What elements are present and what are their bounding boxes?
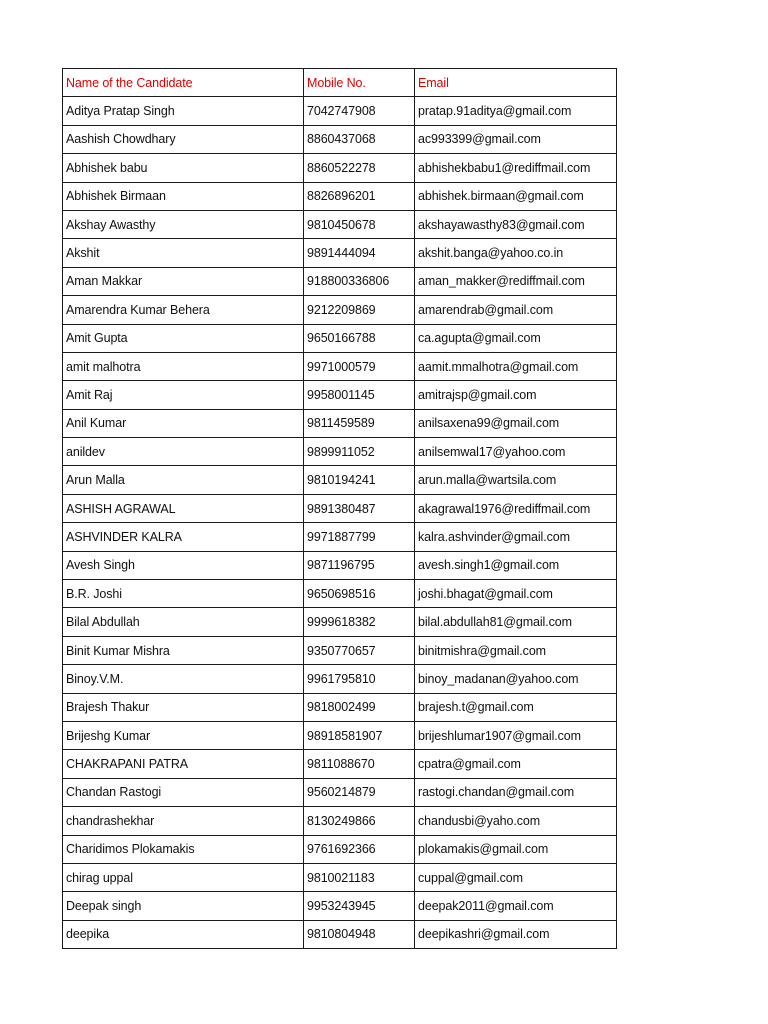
mobile-number-cell: 9891444094 bbox=[304, 239, 415, 267]
mobile-number-cell: 9810021183 bbox=[304, 863, 415, 891]
mobile-number-cell: 8860522278 bbox=[304, 154, 415, 182]
table-row bbox=[63, 863, 617, 891]
mobile-number-cell: 9811459589 bbox=[304, 409, 415, 437]
candidate-name-cell: chandrashekhar bbox=[63, 807, 304, 835]
table-row bbox=[63, 381, 617, 409]
table-row bbox=[63, 97, 617, 125]
table-row bbox=[63, 523, 617, 551]
table-row bbox=[63, 636, 617, 664]
candidate-name-cell: Amit Gupta bbox=[63, 324, 304, 352]
table-row bbox=[63, 466, 617, 494]
email-cell: abhishekbabu1@rediffmail.com bbox=[415, 154, 617, 182]
candidate-name-cell: ASHISH AGRAWAL bbox=[63, 494, 304, 522]
email-cell: binoy_madanan@yahoo.com bbox=[415, 665, 617, 693]
email-cell: avesh.singh1@gmail.com bbox=[415, 551, 617, 579]
mobile-number-cell: 9891380487 bbox=[304, 494, 415, 522]
mobile-number-cell: 918800336806 bbox=[304, 267, 415, 295]
email-cell: rastogi.chandan@gmail.com bbox=[415, 778, 617, 806]
email-cell: akshit.banga@yahoo.co.in bbox=[415, 239, 617, 267]
mobile-number-cell: 9212209869 bbox=[304, 296, 415, 324]
table-row bbox=[63, 324, 617, 352]
candidate-name-cell: anildev bbox=[63, 438, 304, 466]
mobile-number-cell: 9961795810 bbox=[304, 665, 415, 693]
email-cell: deepikashri@gmail.com bbox=[415, 920, 617, 948]
candidate-name-cell: Charidimos Plokamakis bbox=[63, 835, 304, 863]
mobile-number-cell: 9650166788 bbox=[304, 324, 415, 352]
candidate-sheet bbox=[62, 68, 616, 949]
mobile-number-cell: 8860437068 bbox=[304, 125, 415, 153]
candidate-name-cell: ASHVINDER KALRA bbox=[63, 523, 304, 551]
email-cell: ac993399@gmail.com bbox=[415, 125, 617, 153]
mobile-number-cell: 9953243945 bbox=[304, 892, 415, 920]
candidate-name-cell: Abhishek Birmaan bbox=[63, 182, 304, 210]
email-cell: cpatra@gmail.com bbox=[415, 750, 617, 778]
mobile-number-cell: 98918581907 bbox=[304, 721, 415, 749]
candidate-name-cell: Abhishek babu bbox=[63, 154, 304, 182]
email-cell: cuppal@gmail.com bbox=[415, 863, 617, 891]
mobile-number-cell: 8130249866 bbox=[304, 807, 415, 835]
table-row bbox=[63, 778, 617, 806]
mobile-number-cell: 9899911052 bbox=[304, 438, 415, 466]
candidate-name-cell: chirag uppal bbox=[63, 863, 304, 891]
mobile-number-cell: 9761692366 bbox=[304, 835, 415, 863]
mobile-number-cell: 9958001145 bbox=[304, 381, 415, 409]
header-name: Name of the Candidate bbox=[63, 69, 304, 97]
header-row bbox=[63, 69, 617, 97]
candidate-name-cell: B.R. Joshi bbox=[63, 580, 304, 608]
candidate-name-cell: Aditya Pratap Singh bbox=[63, 97, 304, 125]
table-row bbox=[63, 125, 617, 153]
email-cell: amitrajsp@gmail.com bbox=[415, 381, 617, 409]
email-cell: plokamakis@gmail.com bbox=[415, 835, 617, 863]
email-cell: ca.agupta@gmail.com bbox=[415, 324, 617, 352]
candidate-name-cell: Brijeshg Kumar bbox=[63, 721, 304, 749]
mobile-number-cell: 8826896201 bbox=[304, 182, 415, 210]
candidate-name-cell: Amit Raj bbox=[63, 381, 304, 409]
email-cell: kalra.ashvinder@gmail.com bbox=[415, 523, 617, 551]
email-cell: binitmishra@gmail.com bbox=[415, 636, 617, 664]
table-row bbox=[63, 920, 617, 948]
candidate-name-cell: Binit Kumar Mishra bbox=[63, 636, 304, 664]
mobile-number-cell: 9971000579 bbox=[304, 352, 415, 380]
email-cell: brijeshlumar1907@gmail.com bbox=[415, 721, 617, 749]
candidate-name-cell: Amarendra Kumar Behera bbox=[63, 296, 304, 324]
table-row bbox=[63, 352, 617, 380]
candidate-name-cell: Avesh Singh bbox=[63, 551, 304, 579]
candidate-name-cell: Aman Makkar bbox=[63, 267, 304, 295]
candidate-name-cell: Akshay Awasthy bbox=[63, 210, 304, 238]
table-row bbox=[63, 835, 617, 863]
email-cell: anilsaxena99@gmail.com bbox=[415, 409, 617, 437]
candidate-name-cell: Anil Kumar bbox=[63, 409, 304, 437]
email-cell: joshi.bhagat@gmail.com bbox=[415, 580, 617, 608]
candidate-name-cell: deepika bbox=[63, 920, 304, 948]
email-cell: abhishek.birmaan@gmail.com bbox=[415, 182, 617, 210]
table-row bbox=[63, 721, 617, 749]
candidate-name-cell: Binoy.V.M. bbox=[63, 665, 304, 693]
email-cell: akagrawal1976@rediffmail.com bbox=[415, 494, 617, 522]
mobile-number-cell: 9350770657 bbox=[304, 636, 415, 664]
candidate-name-cell: CHAKRAPANI PATRA bbox=[63, 750, 304, 778]
mobile-number-cell: 9560214879 bbox=[304, 778, 415, 806]
email-cell: aamit.mmalhotra@gmail.com bbox=[415, 352, 617, 380]
candidate-name-cell: Aashish Chowdhary bbox=[63, 125, 304, 153]
table-row bbox=[63, 296, 617, 324]
mobile-number-cell: 9810804948 bbox=[304, 920, 415, 948]
table-row bbox=[63, 693, 617, 721]
table-row bbox=[63, 807, 617, 835]
email-cell: chandusbi@yaho.com bbox=[415, 807, 617, 835]
header-email: Email bbox=[415, 69, 617, 97]
table-body bbox=[63, 97, 617, 949]
table-row bbox=[63, 750, 617, 778]
candidate-name-cell: Akshit bbox=[63, 239, 304, 267]
email-cell: aman_makker@rediffmail.com bbox=[415, 267, 617, 295]
email-cell: pratap.91aditya@gmail.com bbox=[415, 97, 617, 125]
email-cell: arun.malla@wartsila.com bbox=[415, 466, 617, 494]
email-cell: bilal.abdullah81@gmail.com bbox=[415, 608, 617, 636]
mobile-number-cell: 9818002499 bbox=[304, 693, 415, 721]
email-cell: deepak2011@gmail.com bbox=[415, 892, 617, 920]
header-mobile: Mobile No. bbox=[304, 69, 415, 97]
candidate-name-cell: Arun Malla bbox=[63, 466, 304, 494]
mobile-number-cell: 9810450678 bbox=[304, 210, 415, 238]
table-row bbox=[63, 892, 617, 920]
table-row bbox=[63, 267, 617, 295]
candidate-name-cell: Chandan Rastogi bbox=[63, 778, 304, 806]
table-row bbox=[63, 665, 617, 693]
email-cell: amarendrab@gmail.com bbox=[415, 296, 617, 324]
table-row bbox=[63, 438, 617, 466]
email-cell: brajesh.t@gmail.com bbox=[415, 693, 617, 721]
table-row bbox=[63, 580, 617, 608]
candidate-name-cell: amit malhotra bbox=[63, 352, 304, 380]
mobile-number-cell: 9650698516 bbox=[304, 580, 415, 608]
table-row bbox=[63, 154, 617, 182]
table-row bbox=[63, 494, 617, 522]
table-row bbox=[63, 182, 617, 210]
mobile-number-cell: 9871196795 bbox=[304, 551, 415, 579]
candidate-name-cell: Deepak singh bbox=[63, 892, 304, 920]
candidate-name-cell: Bilal Abdullah bbox=[63, 608, 304, 636]
table-row bbox=[63, 409, 617, 437]
mobile-number-cell: 9999618382 bbox=[304, 608, 415, 636]
email-cell: anilsemwal17@yahoo.com bbox=[415, 438, 617, 466]
email-cell: akshayawasthy83@gmail.com bbox=[415, 210, 617, 238]
candidate-name-cell: Brajesh Thakur bbox=[63, 693, 304, 721]
table-row bbox=[63, 210, 617, 238]
table-row bbox=[63, 551, 617, 579]
mobile-number-cell: 7042747908 bbox=[304, 97, 415, 125]
mobile-number-cell: 9811088670 bbox=[304, 750, 415, 778]
candidate-table bbox=[62, 68, 617, 949]
mobile-number-cell: 9810194241 bbox=[304, 466, 415, 494]
table-row bbox=[63, 608, 617, 636]
mobile-number-cell: 9971887799 bbox=[304, 523, 415, 551]
table-row bbox=[63, 239, 617, 267]
